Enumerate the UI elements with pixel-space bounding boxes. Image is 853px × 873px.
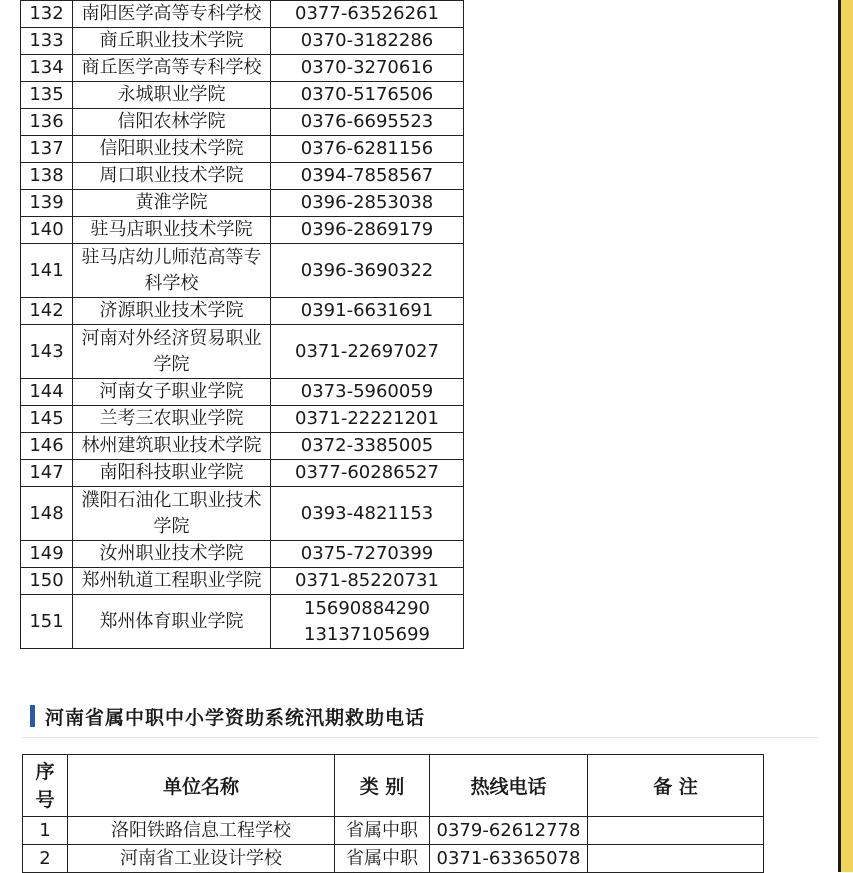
phone-number: 15690884290 13137105699 bbox=[271, 595, 464, 649]
row-number: 149 bbox=[21, 541, 73, 568]
divider bbox=[22, 737, 818, 738]
school-name: 河南女子职业学院 bbox=[73, 379, 271, 406]
table-row bbox=[21, 190, 464, 217]
phone-number: 0371-85220731 bbox=[271, 568, 464, 595]
row-number: 141 bbox=[21, 244, 73, 298]
school-name: 郑州轨道工程职业学院 bbox=[73, 568, 271, 595]
phone-number: 0371-22697027 bbox=[271, 325, 464, 379]
phone-number: 0371-22221201 bbox=[271, 406, 464, 433]
phone-number: 0376-6281156 bbox=[271, 136, 464, 163]
row-number: 147 bbox=[21, 460, 73, 487]
table-row bbox=[21, 541, 464, 568]
table-row bbox=[21, 163, 464, 190]
page-edge bbox=[838, 0, 853, 872]
school-name: 驻马店职业技术学院 bbox=[73, 217, 271, 244]
phone-number: 0375-7270399 bbox=[271, 541, 464, 568]
table-row bbox=[23, 817, 764, 845]
school-name: 永城职业学院 bbox=[73, 82, 271, 109]
table-row bbox=[21, 406, 464, 433]
table-row bbox=[21, 379, 464, 406]
phone-number: 0373-5960059 bbox=[271, 379, 464, 406]
phone-number: 0372-3385005 bbox=[271, 433, 464, 460]
header-hotline: 热线电话 bbox=[430, 755, 588, 817]
hotline-number: 0379-62612778 bbox=[430, 817, 588, 845]
row-number: 144 bbox=[21, 379, 73, 406]
phone-number: 0393-4821153 bbox=[271, 487, 464, 541]
table-row bbox=[21, 55, 464, 82]
remark bbox=[588, 845, 764, 873]
row-number: 134 bbox=[21, 55, 73, 82]
table-row bbox=[21, 109, 464, 136]
school-name: 南阳医学高等专科学校 bbox=[73, 1, 271, 28]
row-number: 137 bbox=[21, 136, 73, 163]
phone-number: 0377-63526261 bbox=[271, 1, 464, 28]
row-number: 146 bbox=[21, 433, 73, 460]
row-number: 145 bbox=[21, 406, 73, 433]
row-number: 133 bbox=[21, 28, 73, 55]
phone-number: 0394-7858567 bbox=[271, 163, 464, 190]
header-no: 序 号 bbox=[23, 755, 68, 817]
school-name: 商丘医学高等专科学校 bbox=[73, 55, 271, 82]
phone-number: 0376-6695523 bbox=[271, 109, 464, 136]
row-number: 140 bbox=[21, 217, 73, 244]
school-name: 信阳职业技术学院 bbox=[73, 136, 271, 163]
unit-type: 省属中职 bbox=[335, 845, 430, 873]
header-type: 类 别 bbox=[335, 755, 430, 817]
row-number: 138 bbox=[21, 163, 73, 190]
row-number: 132 bbox=[21, 1, 73, 28]
contacts-table bbox=[20, 0, 464, 649]
table-row bbox=[21, 28, 464, 55]
school-name: 南阳科技职业学院 bbox=[73, 460, 271, 487]
phone-number: 0396-2869179 bbox=[271, 217, 464, 244]
section-heading bbox=[30, 705, 425, 727]
table-row bbox=[23, 845, 764, 873]
remark bbox=[588, 817, 764, 845]
row-number: 151 bbox=[21, 595, 73, 649]
school-name: 郑州体育职业学院 bbox=[73, 595, 271, 649]
phone-number: 0391-6631691 bbox=[271, 298, 464, 325]
unit-type: 省属中职 bbox=[335, 817, 430, 845]
table-row bbox=[21, 1, 464, 28]
school-name: 济源职业技术学院 bbox=[73, 298, 271, 325]
hotline-table bbox=[22, 754, 764, 873]
unit-name: 河南省工业设计学校 bbox=[68, 845, 335, 873]
unit-name: 洛阳铁路信息工程学校 bbox=[68, 817, 335, 845]
row-number: 136 bbox=[21, 109, 73, 136]
phone-number: 0396-2853038 bbox=[271, 190, 464, 217]
school-name: 信阳农林学院 bbox=[73, 109, 271, 136]
table-row bbox=[21, 298, 464, 325]
school-name: 河南对外经济贸易职业学院 bbox=[73, 325, 271, 379]
school-name: 黄淮学院 bbox=[73, 190, 271, 217]
hotline-number: 0371-63365078 bbox=[430, 845, 588, 873]
row-number: 139 bbox=[21, 190, 73, 217]
row-number: 135 bbox=[21, 82, 73, 109]
table-row bbox=[21, 595, 464, 649]
hotline-table-header bbox=[23, 755, 764, 817]
header-unit: 单位名称 bbox=[68, 755, 335, 817]
school-name: 汝州职业技术学院 bbox=[73, 541, 271, 568]
phone-number: 0370-3270616 bbox=[271, 55, 464, 82]
table-row bbox=[21, 325, 464, 379]
phone-number: 0370-5176506 bbox=[271, 82, 464, 109]
table-row bbox=[21, 487, 464, 541]
table-row bbox=[21, 568, 464, 595]
school-name: 兰考三农职业学院 bbox=[73, 406, 271, 433]
school-name: 周口职业技术学院 bbox=[73, 163, 271, 190]
table-row bbox=[21, 82, 464, 109]
school-name: 商丘职业技术学院 bbox=[73, 28, 271, 55]
table-row bbox=[21, 433, 464, 460]
accent-bar bbox=[30, 705, 35, 727]
table-row bbox=[21, 244, 464, 298]
section-title: 河南省属中职中小学资助系统汛期救助电话 bbox=[45, 706, 426, 729]
row-number: 143 bbox=[21, 325, 73, 379]
row-number: 1 bbox=[23, 817, 68, 845]
table-row bbox=[21, 136, 464, 163]
row-number: 2 bbox=[23, 845, 68, 873]
row-number: 150 bbox=[21, 568, 73, 595]
table-row bbox=[21, 460, 464, 487]
school-name: 濮阳石油化工职业技术学院 bbox=[73, 487, 271, 541]
row-number: 142 bbox=[21, 298, 73, 325]
phone-number: 0370-3182286 bbox=[271, 28, 464, 55]
school-name: 林州建筑职业技术学院 bbox=[73, 433, 271, 460]
school-name: 驻马店幼儿师范高等专科学校 bbox=[73, 244, 271, 298]
table-row bbox=[21, 217, 464, 244]
phone-number: 0377-60286527 bbox=[271, 460, 464, 487]
phone-number: 0396-3690322 bbox=[271, 244, 464, 298]
header-remark: 备 注 bbox=[588, 755, 764, 817]
row-number: 148 bbox=[21, 487, 73, 541]
